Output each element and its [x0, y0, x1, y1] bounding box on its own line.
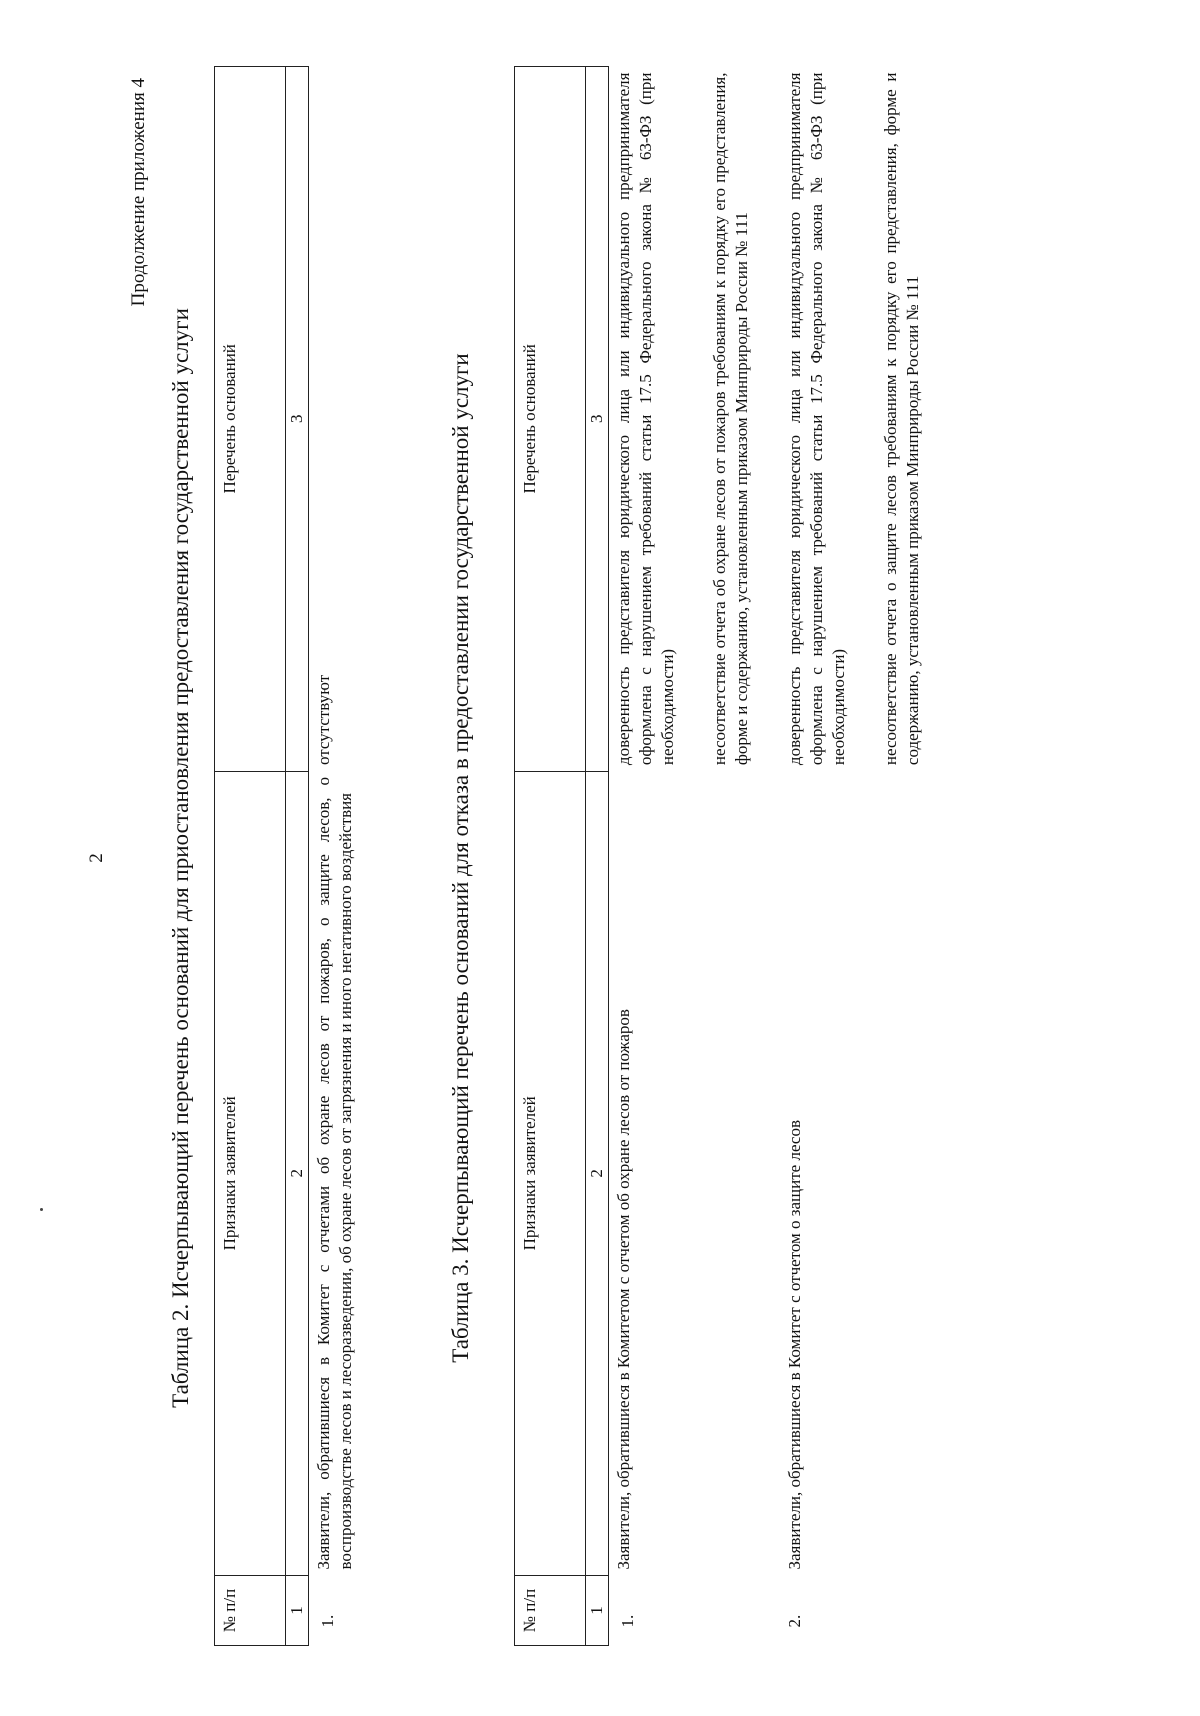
table3-header-applicant: Признаки заявителей	[515, 771, 586, 1575]
table3-title: Таблица 3. Исчерпывающий перечень оснований для отказа в предоставлении государственной услуги	[448, 353, 473, 1363]
table3-colnum-2: 2	[586, 771, 609, 1575]
table3	[514, 66, 928, 1646]
reason-text: отсутствуют	[314, 674, 334, 766]
table2-colnum-3: 3	[286, 67, 309, 772]
table2-header-reasons: Перечень оснований	[215, 67, 286, 772]
reason-text: доверенность представителя юридического лица или индивидуального предпринимателя оформлена с нарушением требований статьи 17.5 Федерального закона № 63-ФЗ (при необходимости)	[614, 72, 678, 766]
scan-speck	[40, 1208, 43, 1211]
table3-column-numbers	[586, 67, 609, 1646]
table3-header-num: № п/п	[515, 1576, 586, 1646]
continuation-label: Продолжение приложения 4	[128, 78, 149, 307]
table2-title: Таблица 2. Исчерпывающий перечень оснований для приостановления предоставления государственной услуги	[168, 308, 193, 1408]
table-row	[609, 67, 758, 1646]
reason-text: несоответствие отчета об охране лесов от пожаров требованиям к порядку его представления, форме и содержанию, установленным приказом Минприроды России № 111	[710, 72, 752, 766]
table3-header-row	[515, 67, 586, 1646]
row-number: 1.	[618, 1614, 638, 1628]
table2-header-num: № п/п	[215, 1576, 286, 1646]
table2-colnum-1: 1	[286, 1576, 309, 1646]
table-row	[758, 67, 928, 1646]
applicant-description: Заявители, обратившиеся в Комитет с отчетами об охране лесов от пожаров, о защите лесов, о воспроизводстве лесов и лесоразведении, об охране лесов от загрязнения и иного негативного воздействия	[314, 777, 356, 1570]
reasons-cell	[609, 67, 758, 772]
table3-colnum-3: 3	[586, 67, 609, 772]
table3-colnum-1: 1	[586, 1576, 609, 1646]
table2-header-row	[215, 67, 286, 1646]
reasons-cell	[309, 67, 362, 772]
row-number: 2.	[784, 1614, 804, 1628]
reason-text: несоответствие отчета о защите лесов требованиям к порядку его представления, форме и содержанию, установленным приказом Минприроды России № 111	[880, 72, 922, 766]
page-number: 2	[86, 853, 107, 863]
table2-header-applicant: Признаки заявителей	[215, 771, 286, 1575]
table2	[214, 66, 361, 1646]
row-number: 1.	[318, 1614, 338, 1628]
table-row	[309, 67, 362, 1646]
applicant-description: Заявители, обратившиеся в Комитет с отчетом о защите лесов	[784, 1120, 804, 1570]
reasons-cell	[758, 67, 928, 772]
table2-column-numbers	[286, 67, 309, 1646]
reason-text: доверенность представителя юридического лица или индивидуального предпринимателя оформлена с нарушением требований статьи 17.5 Федерального закона № 63-ФЗ (при необходимости)	[784, 72, 848, 766]
table2-colnum-2: 2	[286, 771, 309, 1575]
applicant-description: Заявители, обратившиеся в Комитетом с отчетом об охране лесов от пожаров	[614, 1009, 634, 1570]
table3-header-reasons: Перечень оснований	[515, 67, 586, 772]
